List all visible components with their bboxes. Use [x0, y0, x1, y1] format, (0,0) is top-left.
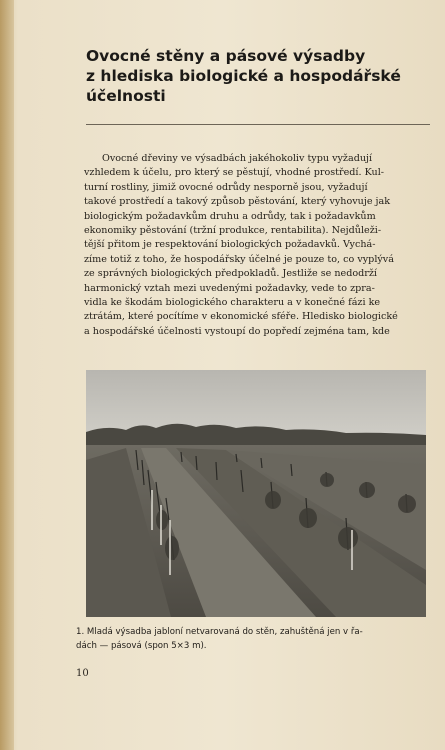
paragraph-line: harmonický vztah mezi uvedenými požadavky, vede to zpra-	[84, 282, 375, 294]
title-line: účelnosti	[86, 87, 166, 105]
title-divider	[86, 124, 430, 125]
paragraph-line: vidla ke škodám biologického charakteru a v konečné fázi ke	[84, 297, 381, 309]
caption-line: 1. Mladá výsadba jabloní netvarovaná do stěn, zahuštěná jen v řa-	[76, 627, 363, 637]
page-number: 10	[76, 668, 89, 679]
paragraph-line: ztrátám, které pocítíme v ekonomické sféře. Hledisko biologické	[84, 311, 398, 323]
paragraph-line: turní rostliny, jimiž ovocné odrůdy nesporně jsou, vyžadují	[84, 181, 368, 193]
paragraph-line: vzhledem k účelu, pro který se pěstují, vhodné prostředí. Kul-	[84, 167, 385, 179]
caption-line: dách — pásová (spon 5×3 m).	[76, 640, 207, 651]
body-paragraph	[84, 152, 430, 339]
page-gutter	[0, 0, 14, 750]
paragraph-line: takové prostředí a takový způsob pěstování, který vyhovuje jak	[84, 196, 391, 208]
photo-caption	[76, 626, 432, 653]
paragraph-line: ze správných biologických předpokladů. Jestliže se nedodrží	[84, 268, 377, 280]
orchard-photo	[86, 370, 426, 617]
paragraph-line: a hospodářské účelnosti vystoupí do popředí zejména tam, kde	[84, 325, 390, 337]
title-line: Ovocné stěny a pásové výsadby	[86, 47, 366, 65]
paragraph-line: Ovocné dřeviny ve výsadbách jakéhokoliv typu vyžadují	[102, 153, 373, 164]
paragraph-line: ekonomiky pěstování (tržní produkce, rentabilita). Nejdůleži-	[84, 225, 382, 237]
paragraph-line: zíme totiž z toho, že hospodářsky účelné je pouze to, co vyplývá	[84, 253, 394, 265]
paragraph-line: tější přitom je respektování biologických požadavků. Vychá-	[84, 239, 376, 251]
chapter-title	[86, 46, 416, 106]
title-line: z hlediska biologické a hospodářské	[86, 67, 401, 85]
paragraph-line: biologickým požadavkům druhu a odrůdy, tak i požadavkům	[84, 210, 376, 222]
